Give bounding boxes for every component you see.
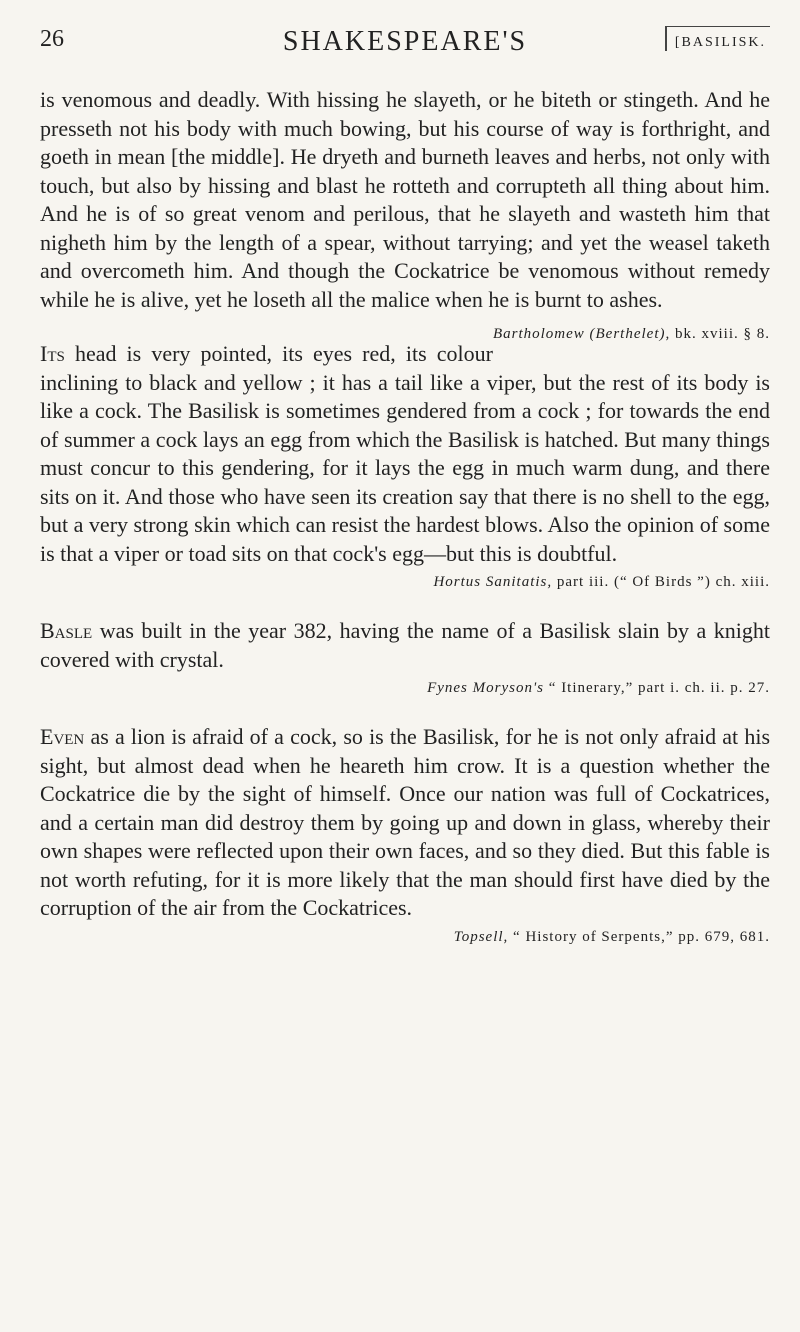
citation-reference: “ History of Serpents,” pp. 679, 681. [513, 928, 770, 945]
citation-4 [40, 929, 770, 946]
citation-1 [493, 314, 770, 349]
page-header [40, 26, 770, 66]
paragraph-lead: Its [40, 341, 65, 366]
running-title: SHAKESPEARE'S [282, 26, 528, 57]
citation-source: Fynes Moryson's [427, 680, 545, 696]
paragraph-text: was built in the year 382, having the name of a Basilisk slain by a knight covered with crystal. [40, 618, 770, 672]
citation-3 [40, 680, 770, 697]
paragraph-text: as a lion is afraid of a cock, so is the Basilisk, for he is not only afraid at his sight, but almost dead when he heareth him crow. It is a question whether the Cockatrice die by the sight of himself. Once our nation was full of Cockatrices, and a certain man did destroy them by going up and down in glass, whereby their own shapes were reflected upon their own faces, and so they died. But this fable is not worth refuting, for it is more likely that the man should first have died by the corruption of the air from the Cockatrices. [40, 724, 771, 920]
book-page [40, 26, 771, 945]
paragraph-2 [40, 340, 770, 568]
citation-2 [40, 574, 770, 591]
paragraph-lead: Basle [40, 618, 93, 643]
citation-reference: “ Itinerary,” part i. ch. ii. p. 27. [548, 680, 770, 696]
paragraph-3 [40, 617, 770, 674]
citation-source: Topsell, [453, 928, 509, 945]
citation-source: Bartholomew (Berthelet), [492, 326, 671, 342]
paragraph-lead: Even [40, 724, 85, 749]
citation-source: Hortus Sanitatis, [433, 574, 553, 590]
page-number: 26 [40, 26, 64, 52]
paragraph-text: is venomous and deadly. With hissing he slayeth, or he biteth or stingeth. And he presseth not his body with much bowing, but his course of way is forthright, and goeth in mean [the middle]. He dryeth and burneth leaves and herbs, not only with touch, but also by hissing and blast he rotteth and corrupteth all thing about him. And he is of so great venom and perilous, that he slayeth and wasteth him that nigheth him by the length of a spear, without tarrying; and yet the weasel taketh and overcometh him. And though the Cockatrice be venomous without remedy while he is alive, yet he loseth all the malice when he is burnt to ashes. [40, 87, 770, 312]
paragraph-text: head is very pointed, its eyes red, its colour inclining to black and yellow ; it has a tail like a viper, but the rest of its body is like a cock. The Basilisk is sometimes gendered from a cock ; for towards the end of summer a cock lays an egg from which the Basilisk is hatched. But many things must concur to this gendering, for it lays the egg in much warm dung, and there sits on it. And those who have seen its creation say that there is no shell to the egg, but a very strong skin which can resist the hardest blows. Also the opinion of some is that a viper or toad sits on that cock's egg—but this is doubtful. [40, 341, 770, 566]
paragraph-4 [40, 723, 770, 923]
page-body [40, 86, 770, 946]
paragraph-1 [40, 86, 770, 342]
citation-reference: bk. xviii. § 8. [674, 326, 770, 342]
section-heading: [BASILISK. [665, 26, 770, 51]
citation-reference: part iii. (“ Of Birds ”) ch. xiii. [556, 574, 770, 590]
